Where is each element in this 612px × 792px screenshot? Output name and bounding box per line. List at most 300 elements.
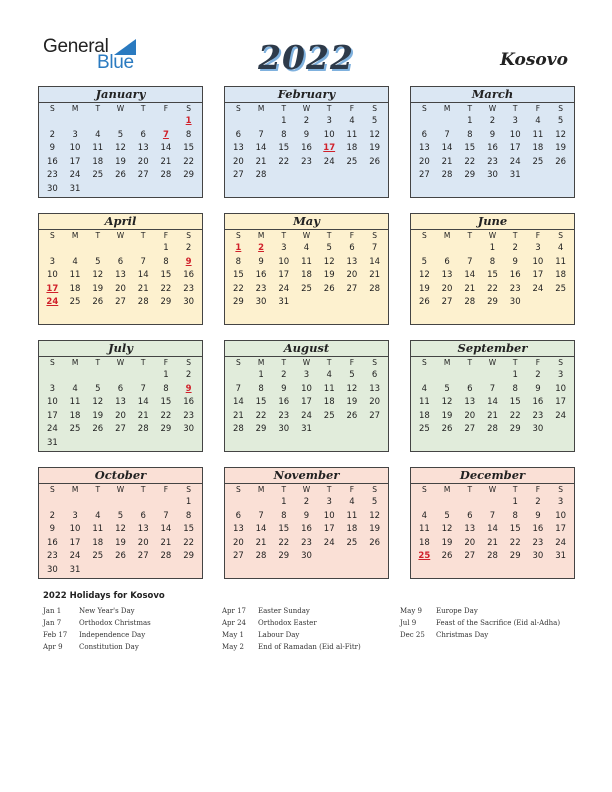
day-cell: 9 [489, 129, 496, 140]
empty-day-cell [250, 115, 273, 129]
weekday-header: M [443, 104, 451, 113]
day-cell: 24 [278, 283, 290, 294]
holiday-row [222, 641, 361, 653]
holiday-name: Feast of the Sacrifice (Eid al-Adha) [436, 619, 561, 627]
empty-day-cell [64, 242, 87, 256]
day-cell: 6 [117, 383, 124, 394]
calendar-year-title: 2022 [258, 38, 354, 77]
day-cell: 5 [326, 243, 332, 253]
weekday-header: M [443, 231, 451, 240]
day-cell: 4 [421, 510, 428, 521]
holiday-date: May 2 [222, 643, 244, 651]
holiday-row [222, 605, 361, 617]
day-cell: 15 [278, 143, 290, 153]
day-cell: 2 [303, 116, 310, 126]
day-cell: 1 [512, 370, 518, 380]
month-july [38, 340, 203, 452]
day-cell: 17 [555, 524, 567, 534]
weekday-header: T [140, 485, 146, 494]
weekday-header: S [372, 104, 378, 113]
empty-day-cell [109, 496, 132, 510]
empty-day-cell [436, 242, 459, 256]
empty-day-cell [109, 369, 132, 383]
weekday-header: T [140, 231, 146, 240]
day-cell: 10 [69, 524, 81, 534]
empty-day-cell [413, 369, 436, 383]
day-cell: 11 [346, 129, 358, 140]
day-cell: 1 [512, 497, 518, 507]
day-cell: 14 [137, 270, 149, 280]
day-cell: 6 [235, 129, 242, 140]
day-cell: 20 [464, 410, 476, 421]
holiday-day-cell: 2 [258, 243, 265, 253]
day-cell: 22 [255, 410, 267, 421]
day-cell: 6 [140, 129, 146, 140]
day-cell: 14 [487, 524, 498, 534]
empty-day-cell [227, 496, 250, 510]
day-cell: 14 [487, 397, 498, 407]
day-cell: 28 [255, 551, 267, 561]
day-cell: 17 [69, 537, 81, 548]
country-name: Kosovo [500, 50, 568, 70]
logo-word-blue: Blue [97, 52, 134, 73]
day-cell: 18 [418, 537, 430, 548]
day-cell: 2 [185, 243, 192, 253]
day-cell: 16 [46, 537, 58, 548]
day-cell: 26 [369, 537, 381, 548]
day-cell: 13 [346, 256, 358, 267]
empty-day-cell [481, 496, 504, 510]
month-day-grid [225, 357, 388, 437]
day-cell: 25 [92, 170, 104, 180]
day-cell: 1 [281, 116, 287, 126]
weekday-header: S [421, 231, 427, 240]
day-cell: 29 [487, 297, 498, 307]
empty-day-cell [132, 115, 155, 129]
day-cell: 14 [369, 256, 381, 267]
day-cell: 18 [555, 270, 567, 280]
day-cell: 28 [487, 551, 498, 561]
day-cell: 12 [346, 383, 358, 394]
day-cell: 13 [232, 524, 244, 534]
day-cell: 7 [140, 256, 146, 267]
day-cell: 26 [323, 283, 335, 294]
day-cell: 28 [137, 297, 149, 307]
holiday-row [400, 617, 560, 629]
day-cell: 4 [72, 256, 78, 267]
day-cell: 26 [441, 424, 453, 434]
day-cell: 10 [301, 383, 312, 394]
day-cell: 29 [255, 424, 267, 434]
day-cell: 30 [255, 297, 267, 307]
day-cell: 5 [117, 510, 124, 521]
day-cell: 18 [69, 283, 81, 294]
weekday-header: F [535, 485, 541, 494]
holiday-date: Apr 17 [222, 607, 247, 615]
day-cell: 15 [160, 270, 172, 280]
day-cell: 26 [418, 297, 430, 307]
day-cell: 11 [532, 129, 544, 140]
day-cell: 12 [369, 129, 381, 140]
day-cell: 23 [46, 551, 58, 561]
day-cell: 11 [69, 397, 81, 407]
day-cell: 21 [137, 410, 149, 421]
day-cell: 19 [418, 283, 430, 294]
day-cell: 6 [444, 256, 450, 267]
day-cell: 19 [369, 143, 381, 153]
weekday-header: T [512, 358, 518, 367]
holiday-date: Feb 17 [43, 631, 68, 639]
weekday-header: T [326, 358, 332, 367]
weekday-header: F [163, 104, 169, 113]
empty-day-cell [155, 115, 178, 129]
holiday-date: May 1 [222, 631, 244, 639]
day-cell: 29 [183, 170, 195, 180]
empty-day-cell [458, 242, 481, 256]
day-cell: 2 [303, 497, 310, 507]
holiday-name: End of Ramadan (Eid al-Fitr) [258, 643, 361, 651]
day-cell: 24 [301, 410, 312, 421]
day-cell: 1 [489, 243, 496, 253]
day-cell: 27 [137, 551, 149, 561]
day-cell: 1 [258, 370, 264, 380]
day-cell: 3 [557, 497, 564, 507]
month-name: October [39, 468, 202, 484]
day-cell: 15 [509, 397, 521, 407]
month-day-grid [39, 103, 202, 196]
day-cell: 9 [281, 383, 287, 394]
holiday-date: Apr 24 [222, 619, 247, 627]
day-cell: 29 [232, 297, 244, 307]
weekday-header: S [186, 231, 192, 240]
day-cell: 25 [532, 156, 544, 167]
day-cell: 20 [137, 537, 149, 548]
day-cell: 3 [326, 497, 332, 507]
day-cell: 10 [323, 510, 335, 521]
day-cell: 18 [532, 143, 544, 153]
day-cell: 27 [418, 170, 430, 180]
day-cell: 25 [92, 551, 104, 561]
day-cell: 12 [555, 129, 567, 140]
day-cell: 27 [232, 170, 244, 180]
day-cell: 30 [46, 183, 58, 194]
day-cell: 20 [115, 410, 126, 421]
weekday-header: S [235, 358, 241, 367]
day-cell: 15 [160, 397, 172, 407]
day-cell: 28 [464, 297, 476, 307]
day-cell: 21 [160, 537, 172, 548]
holiday-day-cell: 1 [185, 116, 192, 126]
month-name: March [411, 87, 574, 103]
day-cell: 28 [369, 283, 381, 294]
day-cell: 25 [301, 283, 312, 294]
empty-day-cell [132, 369, 155, 383]
day-cell: 10 [555, 383, 567, 394]
day-cell: 26 [115, 551, 126, 561]
day-cell: 11 [418, 397, 430, 407]
weekday-header: T [512, 104, 518, 113]
month-name: February [225, 87, 388, 103]
day-cell: 17 [532, 270, 544, 280]
day-cell: 3 [535, 243, 541, 253]
holiday-name: Easter Sunday [258, 607, 310, 615]
day-cell: 30 [46, 564, 58, 575]
day-cell: 26 [369, 156, 381, 167]
day-cell: 4 [95, 129, 101, 140]
month-name: December [411, 468, 574, 484]
day-cell: 27 [115, 424, 126, 434]
day-cell: 3 [281, 243, 287, 253]
day-cell: 4 [349, 116, 355, 126]
day-cell: 30 [532, 551, 544, 561]
day-cell: 7 [163, 510, 169, 521]
day-cell: 24 [46, 424, 58, 434]
weekday-header: T [326, 485, 332, 494]
holidays-title: 2022 Holidays for Kosovo [43, 591, 165, 601]
day-cell: 4 [421, 383, 428, 394]
day-cell: 16 [301, 143, 312, 153]
day-cell: 15 [183, 524, 195, 534]
day-cell: 30 [278, 424, 290, 434]
holiday-column [222, 605, 361, 653]
month-day-grid [39, 484, 202, 577]
day-cell: 5 [95, 383, 101, 394]
day-cell: 6 [467, 510, 473, 521]
weekday-header: M [443, 358, 451, 367]
day-cell: 26 [346, 410, 358, 421]
day-cell: 12 [441, 397, 453, 407]
weekday-header: T [281, 485, 287, 494]
day-cell: 6 [421, 129, 428, 140]
day-cell: 29 [464, 170, 476, 180]
day-cell: 25 [69, 424, 81, 434]
empty-day-cell [413, 115, 436, 129]
day-cell: 13 [115, 397, 126, 407]
weekday-header: F [535, 358, 541, 367]
day-cell: 12 [441, 524, 453, 534]
day-cell: 21 [441, 156, 453, 167]
month-name: September [411, 341, 574, 357]
weekday-header: T [512, 231, 518, 240]
day-cell: 19 [92, 410, 104, 421]
day-cell: 6 [117, 256, 124, 267]
day-cell: 13 [232, 143, 244, 153]
day-cell: 8 [489, 256, 496, 267]
weekday-header: S [372, 231, 378, 240]
day-cell: 5 [444, 383, 450, 394]
day-cell: 31 [69, 183, 81, 194]
day-cell: 7 [235, 383, 242, 394]
day-cell: 21 [255, 156, 267, 167]
weekday-header: W [302, 231, 311, 240]
holiday-row [43, 641, 151, 653]
day-cell: 15 [509, 524, 521, 534]
day-cell: 25 [555, 283, 567, 294]
day-cell: 21 [464, 283, 476, 294]
day-cell: 7 [258, 129, 264, 140]
holiday-day-cell: 7 [162, 129, 169, 140]
day-cell: 28 [160, 551, 172, 561]
day-cell: 8 [281, 510, 287, 521]
day-cell: 1 [467, 116, 473, 126]
day-cell: 25 [346, 156, 358, 167]
day-cell: 31 [301, 424, 312, 434]
day-cell: 22 [183, 537, 195, 548]
month-may [224, 213, 389, 325]
holiday-row [222, 629, 361, 641]
day-cell: 16 [532, 524, 544, 534]
empty-day-cell [86, 115, 109, 129]
weekday-header: T [95, 485, 101, 494]
day-cell: 11 [92, 524, 104, 534]
day-cell: 18 [69, 410, 81, 421]
weekday-header: M [71, 231, 79, 240]
day-cell: 17 [509, 143, 521, 153]
day-cell: 3 [303, 370, 310, 380]
empty-day-cell [436, 369, 459, 383]
day-cell: 28 [441, 170, 453, 180]
empty-day-cell [64, 369, 87, 383]
empty-day-cell [132, 496, 155, 510]
day-cell: 8 [185, 510, 192, 521]
empty-day-cell [41, 496, 64, 510]
day-cell: 4 [557, 243, 564, 253]
day-cell: 14 [464, 270, 476, 280]
holiday-day-cell: 9 [185, 256, 192, 267]
month-november [224, 467, 389, 579]
month-february [224, 86, 389, 198]
day-cell: 2 [281, 370, 287, 380]
day-cell: 11 [301, 256, 312, 267]
day-cell: 31 [46, 437, 58, 448]
holiday-date: May 9 [400, 607, 422, 615]
weekday-header: W [488, 485, 497, 494]
empty-day-cell [481, 369, 504, 383]
weekday-header: S [558, 358, 564, 367]
weekday-header: M [443, 485, 451, 494]
holiday-name: Labour Day [258, 631, 300, 639]
day-cell: 25 [323, 410, 335, 421]
weekday-header: F [163, 485, 169, 494]
weekday-header: F [349, 104, 355, 113]
weekday-header: T [467, 231, 473, 240]
weekday-header: S [235, 104, 241, 113]
day-cell: 26 [92, 424, 104, 434]
empty-day-cell [436, 496, 459, 510]
holiday-column [43, 605, 151, 653]
day-cell: 9 [49, 524, 56, 534]
weekday-header: T [281, 104, 287, 113]
day-cell: 20 [232, 156, 244, 167]
empty-day-cell [250, 496, 273, 510]
day-cell: 31 [69, 564, 81, 575]
day-cell: 5 [371, 116, 378, 126]
empty-day-cell [64, 115, 87, 129]
day-cell: 18 [323, 397, 335, 407]
day-cell: 25 [346, 537, 358, 548]
day-cell: 31 [509, 170, 521, 180]
day-cell: 19 [346, 397, 358, 407]
day-cell: 30 [509, 297, 521, 307]
day-cell: 19 [441, 537, 453, 548]
weekday-header: T [95, 358, 101, 367]
day-cell: 4 [72, 383, 78, 394]
day-cell: 15 [487, 270, 498, 280]
day-cell: 13 [464, 397, 476, 407]
day-cell: 30 [183, 424, 195, 434]
day-cell: 13 [115, 270, 126, 280]
day-cell: 16 [278, 397, 290, 407]
day-cell: 18 [92, 156, 104, 167]
day-cell: 20 [346, 270, 358, 280]
day-cell: 11 [69, 270, 81, 280]
day-cell: 23 [46, 170, 58, 180]
month-name: June [411, 214, 574, 230]
day-cell: 17 [301, 397, 312, 407]
weekday-header: F [349, 485, 355, 494]
day-cell: 9 [49, 143, 56, 153]
weekday-header: F [535, 231, 541, 240]
month-september [410, 340, 575, 452]
day-cell: 13 [464, 524, 476, 534]
day-cell: 17 [555, 397, 567, 407]
weekday-header: S [372, 485, 378, 494]
day-cell: 21 [487, 537, 498, 548]
empty-day-cell [41, 242, 64, 256]
day-cell: 24 [69, 170, 81, 180]
day-cell: 31 [555, 551, 567, 561]
day-cell: 20 [137, 156, 149, 167]
day-cell: 27 [369, 410, 381, 421]
weekday-header: F [349, 358, 355, 367]
day-cell: 7 [371, 243, 378, 253]
month-day-grid [225, 230, 388, 310]
day-cell: 8 [467, 129, 473, 140]
day-cell: 8 [185, 129, 192, 140]
day-cell: 24 [323, 537, 335, 548]
day-cell: 30 [487, 170, 498, 180]
day-cell: 13 [441, 270, 453, 280]
day-cell: 4 [326, 370, 332, 380]
weekday-header: M [71, 104, 79, 113]
month-name: July [39, 341, 202, 357]
day-cell: 9 [512, 256, 518, 267]
day-cell: 10 [46, 397, 58, 407]
month-august [224, 340, 389, 452]
day-cell: 14 [441, 143, 453, 153]
day-cell: 5 [371, 497, 378, 507]
empty-day-cell [413, 242, 436, 256]
day-cell: 3 [72, 510, 78, 521]
day-cell: 6 [140, 510, 146, 521]
day-cell: 3 [557, 370, 564, 380]
day-cell: 29 [160, 424, 172, 434]
day-cell: 29 [509, 551, 521, 561]
day-cell: 27 [464, 424, 476, 434]
day-cell: 21 [160, 156, 172, 167]
day-cell: 23 [487, 156, 498, 167]
holiday-column [400, 605, 560, 641]
weekday-header: W [302, 358, 311, 367]
holiday-name: Christmas Day [436, 631, 489, 639]
day-cell: 10 [323, 129, 335, 140]
weekday-header: T [326, 104, 332, 113]
day-cell: 9 [303, 510, 310, 521]
day-cell: 26 [555, 156, 567, 167]
day-cell: 24 [532, 283, 544, 294]
weekday-header: W [488, 231, 497, 240]
day-cell: 23 [255, 283, 267, 294]
